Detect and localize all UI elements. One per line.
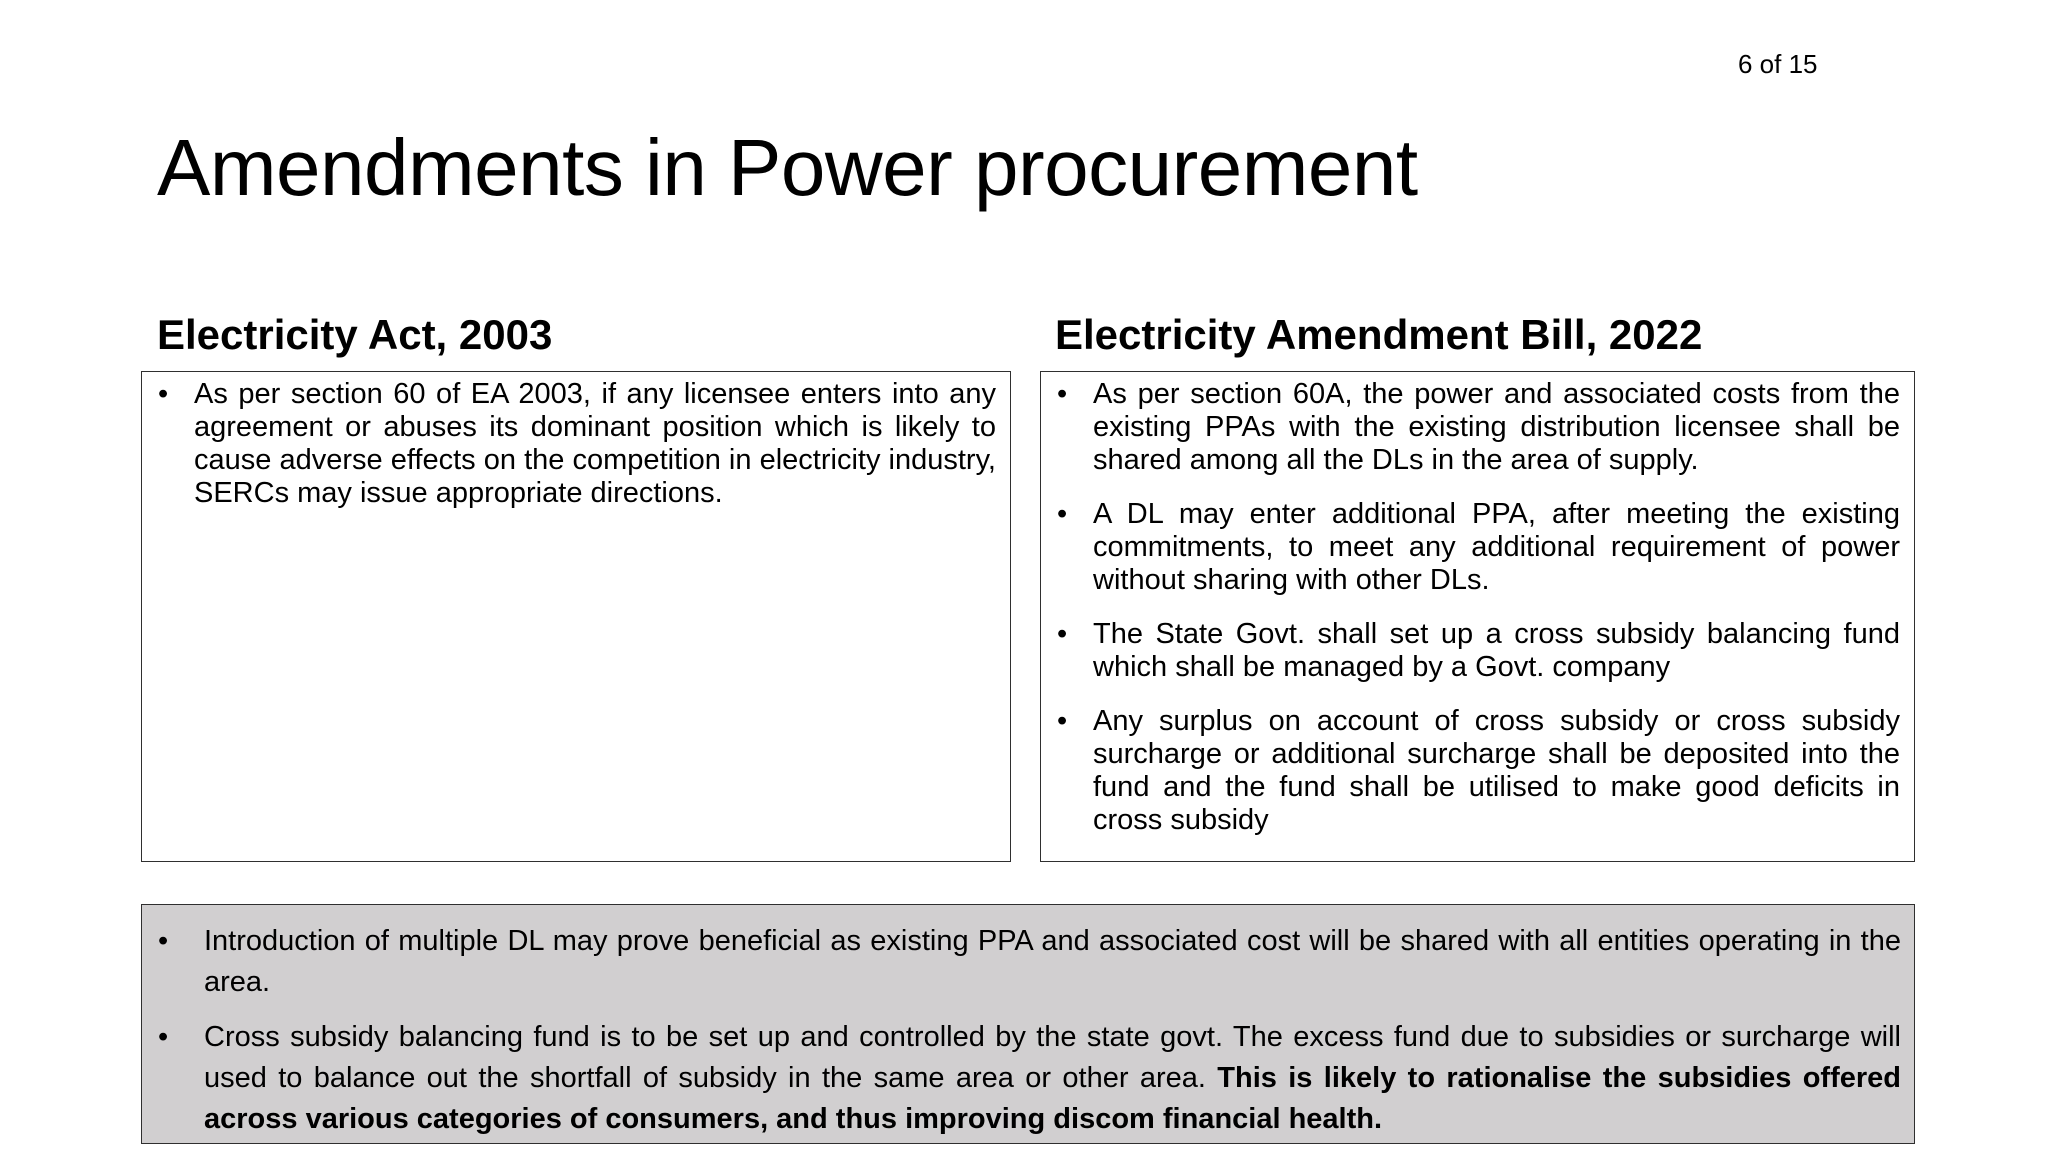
bullet-icon: •: [158, 925, 169, 957]
bullet-text: As per section 60A, the power and associated costs from the existing PPAs with the existing distribution licensee shall be shared among all the DLs in the area of supply.: [1093, 378, 1900, 476]
bullet-emphasis-text: This is likely to rationalise the subsidies offered across various categories of consumers, and thus improving discom financial health.: [204, 1062, 1902, 1135]
list-item: [1055, 618, 1900, 684]
left-column-heading: Electricity Act, 2003: [157, 311, 553, 358]
list-item: [156, 921, 1901, 1003]
summary-bullet-list: [156, 921, 1901, 1140]
page-title: Amendments in Power procurement: [157, 123, 1418, 212]
bullet-icon: •: [1057, 618, 1068, 650]
bullet-icon: •: [1057, 705, 1068, 737]
amendment-bill-bullet-list: [1055, 378, 1900, 837]
bullet-icon: •: [158, 378, 169, 410]
electricity-act-bullet-list: [156, 378, 996, 510]
electricity-act-box: [141, 371, 1011, 862]
right-column-heading: Electricity Amendment Bill, 2022: [1055, 311, 1703, 358]
bullet-icon: •: [1057, 378, 1068, 410]
bullet-text: Introduction of multiple DL may prove beneficial as existing PPA and associated cost will be shared with all entities operating in the area.: [204, 925, 1901, 998]
bullet-icon: •: [158, 1021, 169, 1053]
bullet-text: Cross subsidy balancing fund is to be set up and controlled by the state govt. The excess fund due to subsidies or surcharge will used to balance out the shortfall of subsidy in the same area or other area.: [204, 1021, 1901, 1094]
bullet-icon: •: [1057, 498, 1068, 530]
list-item: [156, 378, 996, 510]
bullet-text: A DL may enter additional PPA, after meeting the existing commitments, to meet any additional requirement of power without sharing with other DLs.: [1093, 498, 1900, 596]
bullet-text: As per section 60 of EA 2003, if any licensee enters into any agreement or abuses its dominant position which is likely to cause adverse effects on the competition in electricity industry, SERCs may issue appropriate directions.: [194, 378, 996, 509]
list-item: [156, 1017, 1901, 1140]
bullet-text: Any surplus on account of cross subsidy or cross subsidy surcharge or additional surcharge shall be deposited into the fund and the fund shall be utilised to make good deficits in cross subsidy: [1093, 705, 1900, 836]
bullet-text: The State Govt. shall set up a cross subsidy balancing fund which shall be managed by a Govt. company: [1093, 618, 1900, 683]
list-item: [1055, 705, 1900, 837]
list-item: [1055, 498, 1900, 597]
list-item: [1055, 378, 1900, 477]
amendment-bill-box: [1040, 371, 1915, 862]
page-indicator: 6 of 15: [1738, 49, 1818, 79]
summary-box: [141, 904, 1915, 1144]
